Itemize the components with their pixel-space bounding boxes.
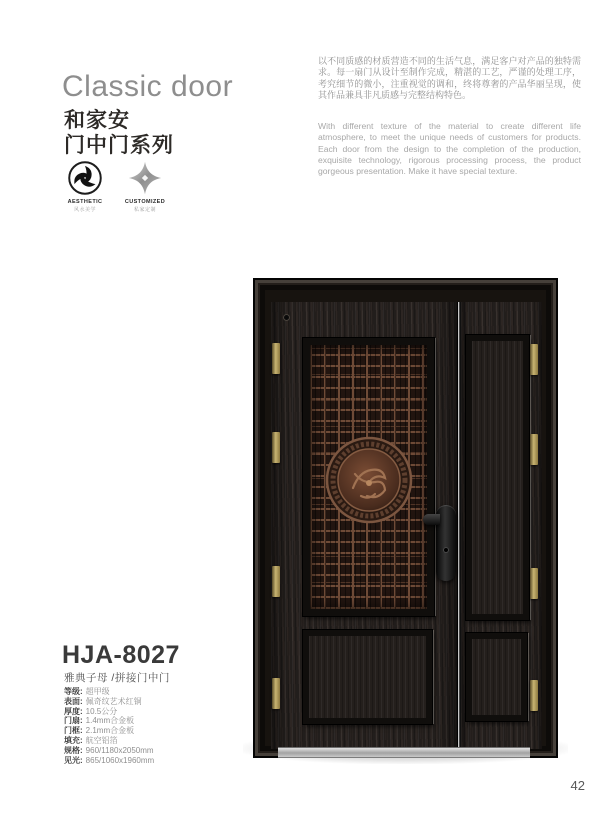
spec-value: 865/1060x1960mm [85,755,155,765]
spec-value: 960/1180x2050mm [85,745,154,755]
door-hinge [530,680,538,711]
page-number: 42 [570,778,585,793]
dragon-medallion [325,436,413,524]
keyhole [443,547,449,553]
spec-value: 10.5公分 [85,706,118,716]
panel-surface [472,639,521,715]
door-hinge [272,432,280,463]
lattice-panel [303,338,434,616]
badge-label-cn: 私家定制 [133,207,156,213]
spec-row [64,697,154,707]
badge-label: CUSTOMIZED [124,199,166,205]
badge-customized [120,160,170,213]
door-handle [436,505,456,581]
peephole [283,314,290,321]
spec-label: 填充: [64,735,83,745]
main-leaf-lower-panel [303,630,432,724]
spec-label: 等级: [64,687,83,696]
panel-surface [472,341,523,614]
four-point-star-icon [127,160,163,196]
spec-row [64,707,154,717]
spec-row [64,756,154,766]
product-model: HJA-8027 [62,641,180,669]
badge-label: AESTHETIC [67,199,103,205]
product-subtitle: 雅典子母 /拼接门中门 [64,672,170,684]
spec-label: 厚度: [64,706,83,716]
spec-value: 2.1mm合金板 [85,726,135,736]
panel-surface [309,636,426,718]
spec-label: 规格: [64,745,83,755]
feature-badges [60,160,170,213]
door-hinge [530,344,538,375]
handle-lever [423,514,440,525]
spec-row [64,716,154,726]
spec-label: 门框: [64,726,83,736]
door-hinge [272,678,280,709]
spec-row [64,736,154,746]
spec-value: 超甲级 [85,687,110,696]
intro-paragraph-en: With different texture of the material to create different life atmosphere, to meet the unique needs of customers for products. Each door from the design to the completion of the production, exquisite technology, rigorous processing process, the product gorgeous presentation. Make it have special texture. [318,121,581,177]
spec-label: 门扇: [64,716,83,726]
badge-aesthetic [60,160,110,213]
spec-row [64,746,154,756]
spec-label: 见光: [64,755,83,765]
door-hinge [272,566,280,597]
swirl-circle-icon [67,160,103,196]
door-hinge [272,343,280,374]
spec-label: 表面: [64,696,83,706]
spec-value: 航空铝箔 [85,735,118,745]
door-hinge [530,434,538,465]
son-leaf-lower-panel [466,633,527,721]
page-title: Classic door [62,70,234,103]
spec-list [64,687,154,765]
door-face [271,302,542,749]
son-leaf-tall-panel [466,335,529,620]
spec-value: 佩奇纹艺术红铜 [85,696,142,706]
series-subtitle-cn: 门中门系列 [64,134,174,157]
spec-row [64,726,154,736]
door-hinge [530,568,538,599]
door-image [253,278,558,758]
spec-row [64,687,154,697]
badge-label-cn: 风水美学 [73,207,96,213]
series-title-cn: 和家安 [64,109,130,132]
door-threshold [278,747,530,758]
spec-value: 1.4mm合金板 [85,716,135,726]
intro-paragraph-cn: 以不同质感的材质营造不同的生活气息，满足客户对产品的独特需求。每一扇门从设计至制作完成，精湛的工艺，严谨的处理工序，考究细节的微小，注重视觉的调和，终将尊奢的产品华丽呈现，使其作品兼具非凡质感与完整结构特色。 [318,56,581,100]
